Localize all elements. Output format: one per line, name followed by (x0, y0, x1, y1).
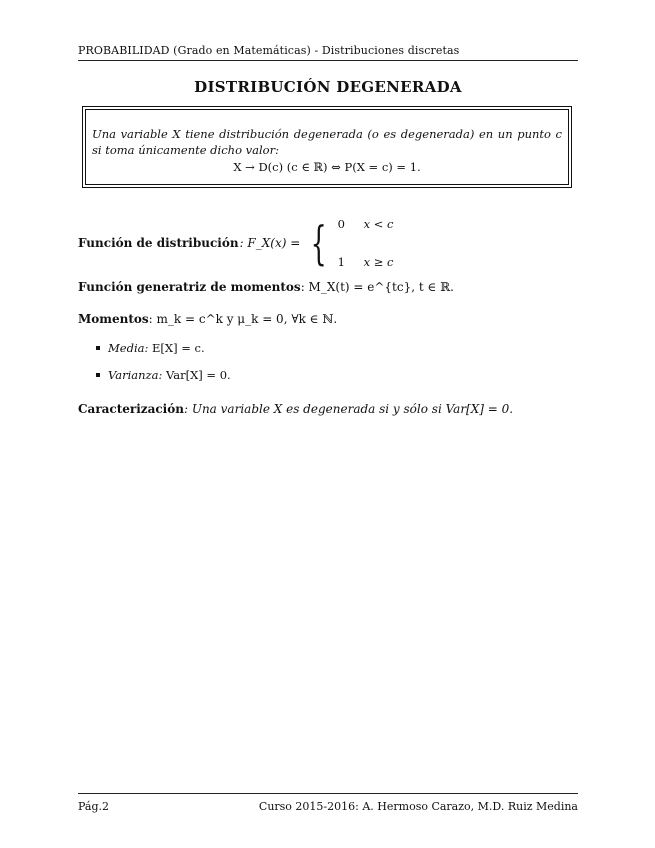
moments (78, 312, 337, 326)
case-row (338, 217, 394, 231)
running-header: PROBABILIDAD (Grado en Matemáticas) - Distribuciones discretas (78, 44, 460, 57)
case-condition: x < c (363, 217, 394, 231)
footer-credits: Curso 2015-2016: A. Hermoso Carazo, M.D. Ruiz Medina (258, 800, 578, 813)
bullet-icon (96, 373, 100, 377)
header-rule (78, 60, 578, 61)
characterization-label: Caracterización (78, 402, 184, 416)
list-item-variance (96, 368, 231, 382)
page-number: Pág.2 (78, 800, 110, 813)
case-condition: x ≥ c (363, 255, 394, 269)
distribution-function-label: Función de distribución (78, 236, 239, 250)
mgf-label: Función generatriz de momentos (78, 280, 301, 294)
definition-formula: X → D(c) (c ∈ ℝ) ⇔ P(X = c) = 1. (233, 160, 421, 174)
variance-label: Varianza: (108, 368, 163, 382)
moments-formula: : m_k = c^k y μ_k = 0, ∀k ∈ ℕ. (148, 312, 338, 326)
case-value: 0 (337, 217, 345, 231)
distribution-function (78, 217, 393, 269)
definition-text: Una variable X tiene distribución degenerada (o es degenerada) en un punto c si toma únicamente dicho valor: (92, 127, 562, 157)
footer-rule (78, 793, 578, 794)
definition-box-inner (85, 109, 569, 185)
list-item-mean (96, 341, 205, 355)
mean-label: Media: (108, 341, 149, 355)
case-value: 1 (337, 255, 345, 269)
cases-block (338, 217, 394, 269)
moments-label: Momentos (78, 312, 149, 326)
case-row (338, 255, 394, 269)
bullet-icon (96, 346, 100, 350)
distribution-function-lhs: : F_X(x) = (239, 236, 301, 250)
page-title: DISTRIBUCIÓN DEGENERADA (194, 78, 462, 96)
moment-generating-function (78, 280, 454, 294)
mean-formula: E[X] = c. (152, 341, 205, 355)
variance-formula: Var[X] = 0. (166, 368, 231, 382)
left-brace-icon: { (310, 216, 328, 270)
characterization-text: : Una variable X es degenerada si y sólo si Var[X] = 0. (183, 402, 514, 416)
definition-box (82, 106, 572, 188)
mgf-formula: : M_X(t) = e^{tc}, t ∈ ℝ. (300, 280, 454, 294)
characterization (78, 402, 513, 416)
